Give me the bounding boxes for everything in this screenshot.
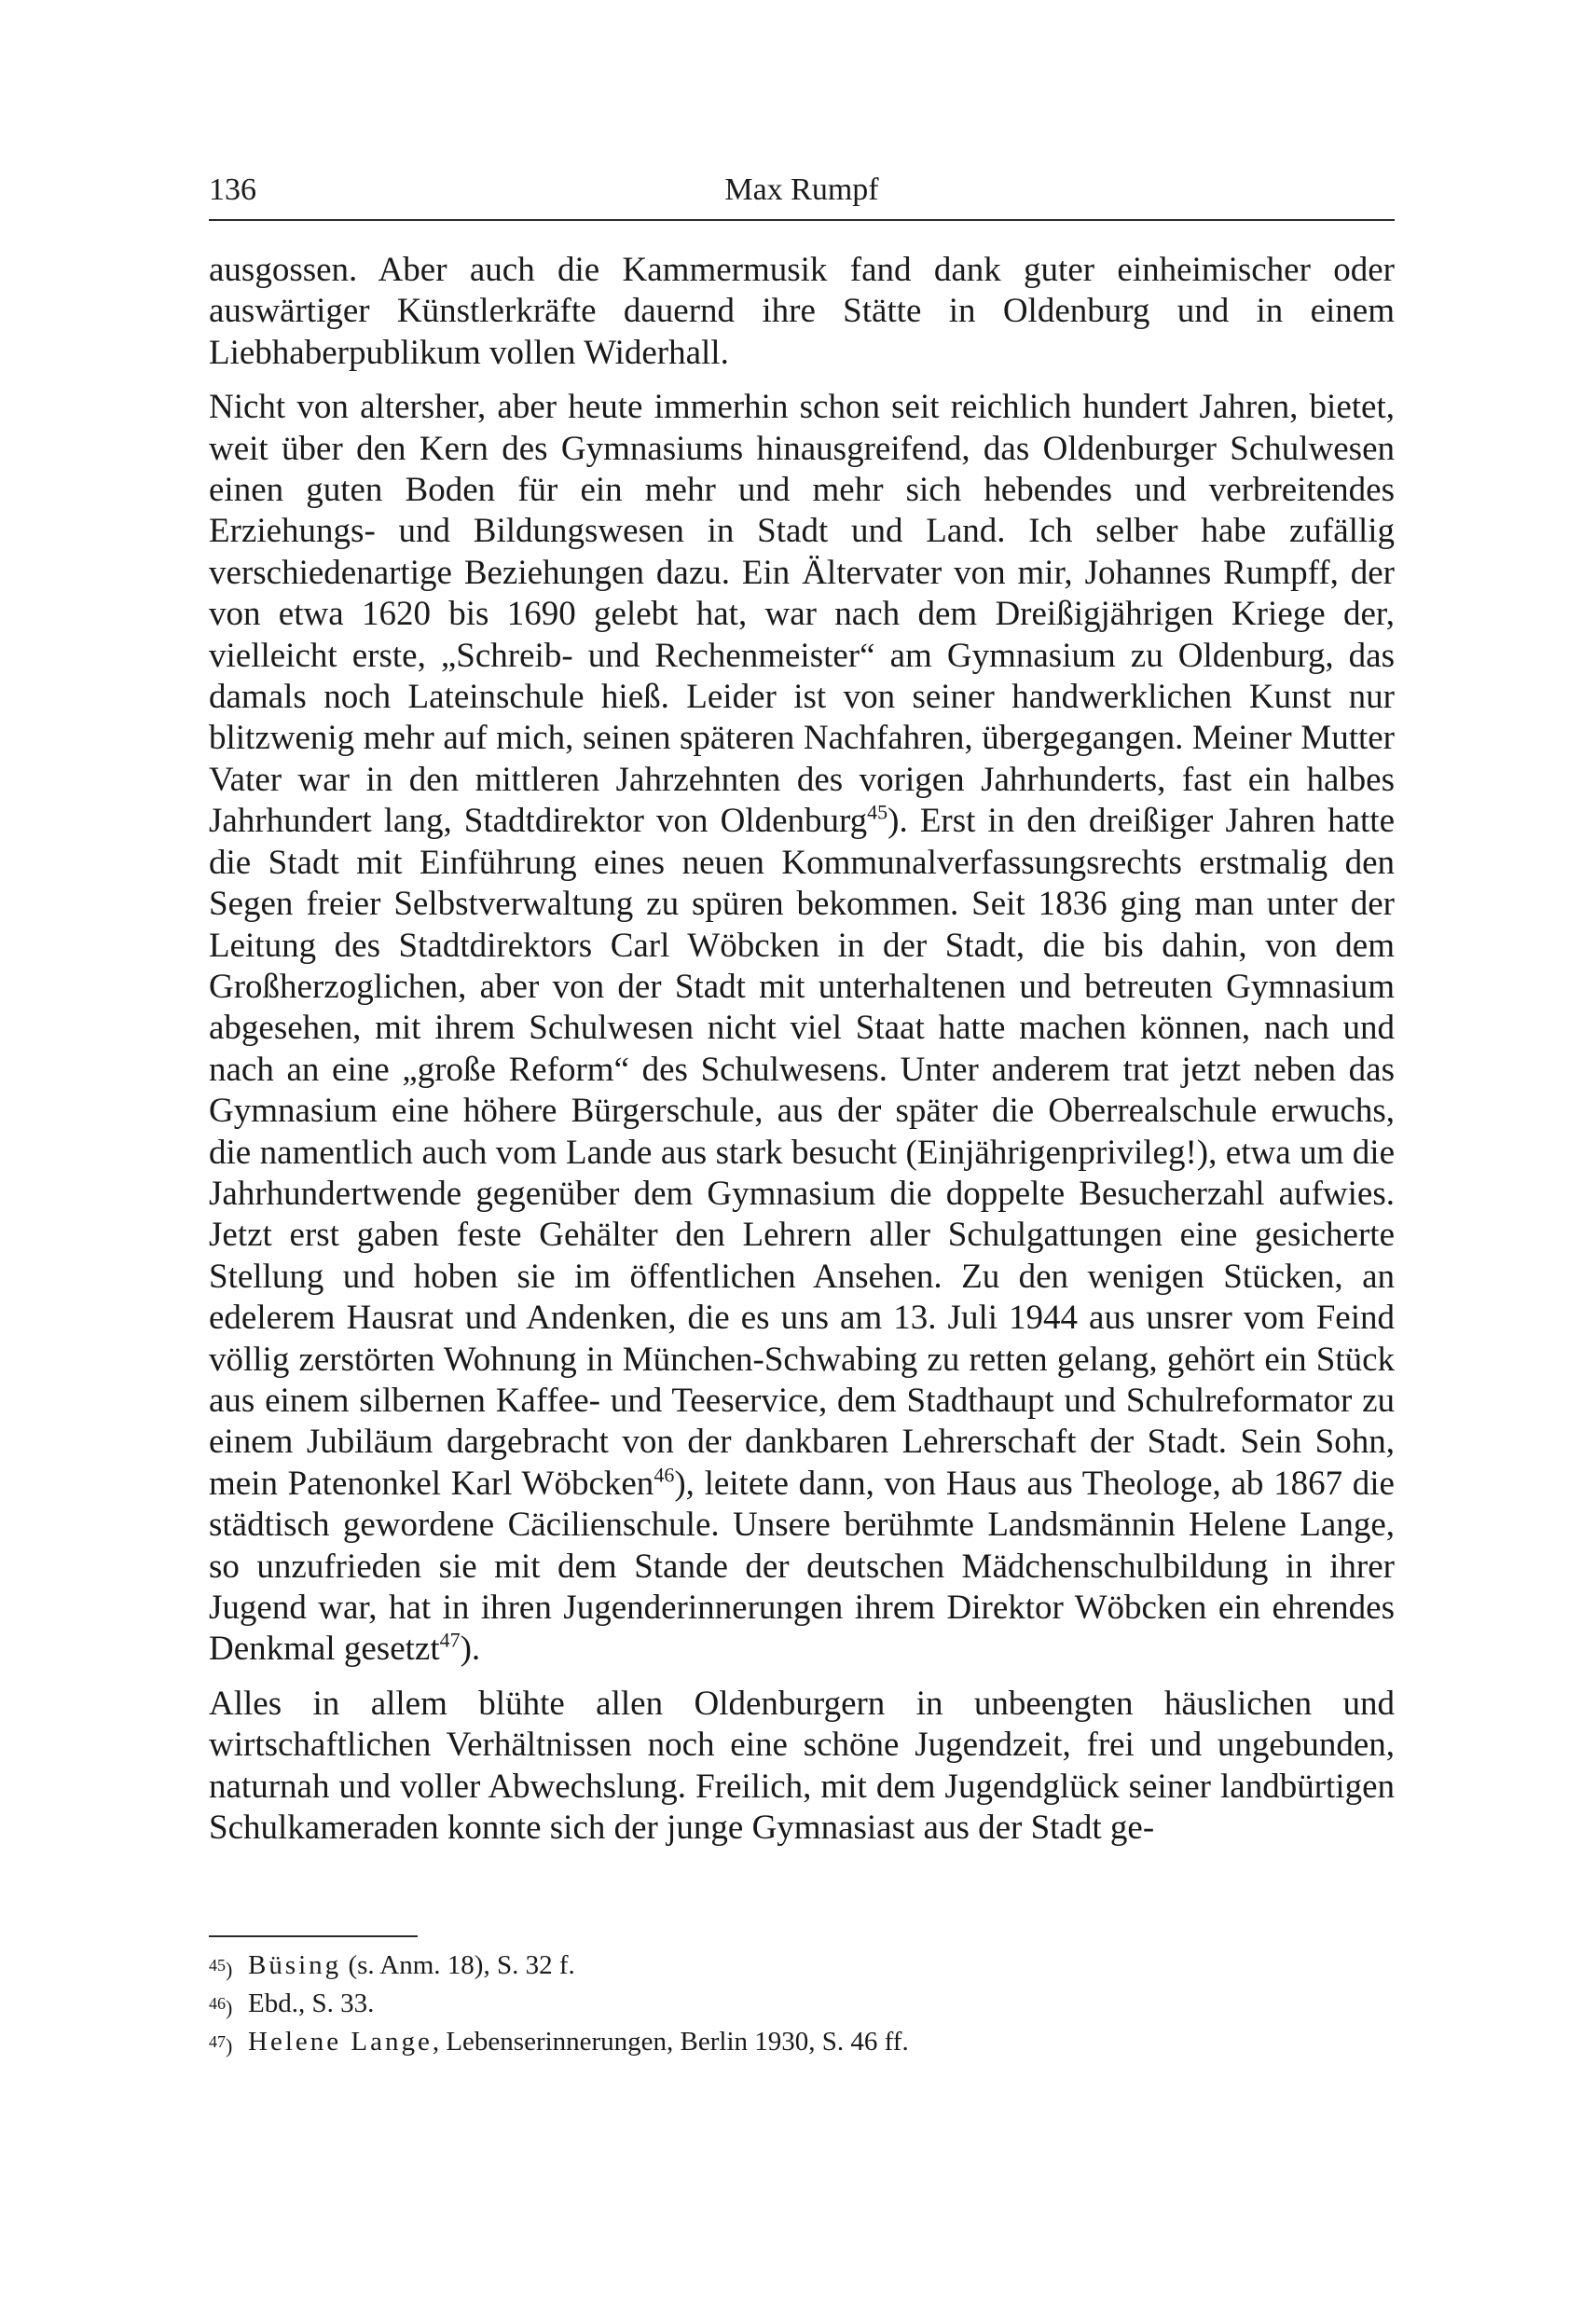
footnote-47 (209, 2025, 1395, 2063)
footnote-author: Helene Lange (248, 2027, 433, 2057)
body-text (209, 250, 1395, 1849)
page-number: 136 (209, 172, 256, 207)
footnote-number: $^{46}$) (209, 1994, 233, 2019)
footnote-rule (209, 1935, 418, 1937)
footnote-text: Helene Lange, Lebenserinnerungen, Berlin 1930, S. 46 ff. (248, 2027, 909, 2057)
paragraph-3: Alles in allem blühte allen Oldenburgern in unbeengten häuslichen und wirtschaftlichen Verhältnissen noch eine schöne Jugendzeit, frei und ungebunden, naturnah und voller Abwechslung. Freilich, mit dem Jugendglück seiner landbürtigen Schulkameraden konnte sich der junge Gymnasiast aus der Stadt ge- (209, 1684, 1395, 1848)
footnote-ref-47: 47 (439, 1629, 461, 1653)
footnote-46 (209, 1987, 1395, 2025)
footnote-45 (209, 1948, 1395, 1987)
footnote-ref-45: 45 (867, 800, 888, 824)
paragraph-2-part-b: ). Erst in den dreißiger Jahren hatte die Stadt mit Einführung eines neuen Kommunalverfassungsrechts erstmalig den Segen freier Selbstverwaltung zu spüren bekommen. Seit 1836 ging man unter der Leitung des Stadtdirektors Carl Wöbcken in der Stadt, die bis dahin, von dem Großherzoglichen, aber von der Stadt mit unterhaltenen und betreuten Gymnasium abgesehen, mit ihrem Schulwesen nicht viel Staat hatte machen können, nach und nach an eine „große Reform“ des Schulwesens. Unter anderem trat jetzt neben das Gymnasium eine höhere Bürgerschule, aus der später die Oberrealschule erwuchs, die namentlich auch vom Lande aus stark besucht (Einjährigenprivileg!), etwa um die Jahrhundertwende gegenüber dem Gymnasium die doppelte Besucherzahl aufwies. Jetzt erst gaben feste Gehälter den Lehrern aller Schulgattungen eine gesicherte Stellung und hoben sie im öffentlichen Ansehen. Zu den wenigen Stücken, an edelerem Hausrat und Andenken, die es uns am 13. Juli 1944 aus unsrer vom Feind völlig zerstörten Wohnung in München-Schwabing zu retten gelang, gehört ein Stück aus einem silbernen Kaffee- und Teeservice, dem Stadthaupt und Schulreformator zu einem Jubiläum dargebracht von der dankbaren Lehrerschaft der Stadt. Sein Sohn, mein Patenonkel Karl Wöbcken (209, 802, 1395, 1503)
paragraph-2-part-d: ). (460, 1630, 481, 1669)
header-rule (209, 219, 1395, 221)
page-header (209, 166, 1395, 214)
footnotes (209, 1948, 1395, 2063)
footnote-author: Büsing (248, 1950, 342, 1980)
footnote-text: Ebd., S. 33. (248, 1989, 375, 2018)
footnote-number: $^{47}$) (209, 2032, 233, 2057)
footnote-number: $^{45}$) (209, 1956, 233, 1981)
footnote-ref-46: 46 (654, 1463, 675, 1487)
paragraph-1: ausgossen. Aber auch die Kammermusik fand dank guter einheimischer oder auswärtiger Künstlerkräfte dauernd ihre Stätte in Oldenburg und in einem Liebhaberpublikum vollen Widerhall. (209, 251, 1395, 372)
paragraph-2-part-a: Nicht von altersher, aber heute immerhin schon seit reichlich hundert Jahren, bietet, weit über den Kern des Gymnasiums hinausgreifend, das Oldenburger Schulwesen einen guten Boden für ein mehr und mehr sich hebendes und verbreitendes Erziehungs- und Bildungswesen in Stadt und Land. Ich selber habe zufällig verschiedenartige Beziehungen dazu. Ein Ältervater von mir, Johannes Rumpff, der von etwa 1620 bis 1690 gelebt hat, war nach dem Dreißigjährigen Kriege der, vielleicht erste, „Schreib- und Rechenmeister“ am Gymnasium zu Oldenburg, das damals noch Lateinschule hieß. Leider ist von seiner handwerklichen Kunst nur blitzwenig mehr auf mich, seinen späteren Nachfahren, übergegangen. Meiner Mutter Vater war in den mittleren Jahrzehnten des vorigen Jahrhunderts, fast ein halbes Jahrhundert lang, Stadtdirektor von Oldenburg (209, 388, 1395, 841)
running-head: Max Rumpf (724, 172, 879, 207)
paragraph-2 (209, 387, 1395, 1671)
footnote-text: Büsing (s. Anm. 18), S. 32 f. (248, 1950, 575, 1980)
paragraph-2-part-c: ), leitete dann, von Haus aus Theologe, ab 1867 die städtisch gewordene Cäcilienschule. Unsere berühmte Landsmännin Helene Lange, so unzufrieden sie mit dem Stande der deutschen Mädchenschulbildung in ihrer Jugend war, hat in ihren Jugenderinnerungen ihrem Direktor Wöbcken ein ehrendes Denkmal gesetzt (209, 1464, 1395, 1669)
